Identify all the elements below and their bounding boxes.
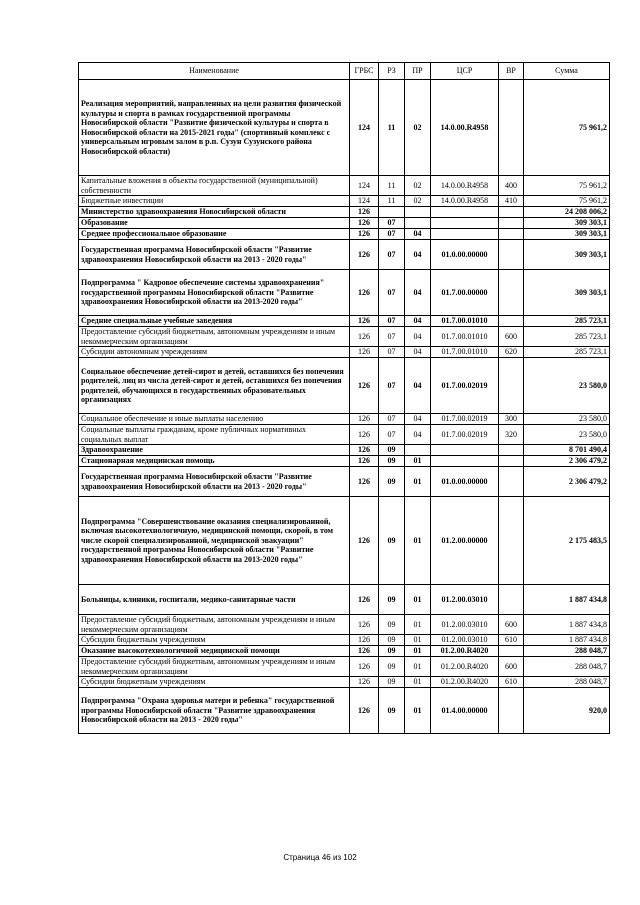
cell-rz: 09 — [379, 497, 405, 585]
cell-vr — [499, 316, 524, 327]
cell-csr: 01.7.00.01010 — [431, 316, 499, 327]
cell-rz: 09 — [379, 635, 405, 646]
cell-rz: 09 — [379, 456, 405, 467]
cell-grbs: 126 — [350, 347, 379, 358]
table-row — [79, 229, 610, 240]
table-row — [79, 240, 610, 270]
header-grbs: ГРБС — [350, 63, 379, 80]
document-page — [78, 62, 609, 734]
table-row — [79, 635, 610, 646]
page-footer: Страница 46 из 102 — [283, 853, 357, 862]
cell-vr: 620 — [499, 347, 524, 358]
cell-pr: 01 — [405, 657, 431, 677]
cell-csr: 01.7.00.02019 — [431, 414, 499, 425]
cell-name: Министерство здравоохранения Новосибирской области — [79, 207, 350, 218]
cell-rz — [379, 207, 405, 218]
cell-csr: 14.0.00.R4958 — [431, 196, 499, 207]
cell-grbs: 126 — [350, 467, 379, 497]
cell-vr: 300 — [499, 414, 524, 425]
table-row — [79, 456, 610, 467]
cell-pr: 04 — [405, 229, 431, 240]
cell-grbs: 126 — [350, 657, 379, 677]
cell-pr: 01 — [405, 467, 431, 497]
cell-sum: 75 961,2 — [524, 80, 610, 176]
cell-name: Подпрограмма "Совершенствование оказания специализированной, включая высокотехнологичную, медицинской помощи, скорой, в том числе скорой специализированной, медицинской эвакуации" государственной программы Новосибирской области "Развитие здравоохранения Новосибирской области на 2013-2020 годы" — [79, 497, 350, 585]
cell-name: Подпрограмма "Охрана здоровья матери и ребенка" государственной программы Новосибирской области "Развитие здравоохранения Новосибирской области на 2013 - 2020 годы" — [79, 688, 350, 734]
table-row — [79, 316, 610, 327]
table-row — [79, 615, 610, 635]
cell-csr: 01.7.00.01010 — [431, 347, 499, 358]
cell-name: Образование — [79, 218, 350, 229]
table-row — [79, 677, 610, 688]
cell-vr — [499, 270, 524, 316]
cell-name: Здравоохранение — [79, 445, 350, 456]
cell-rz: 11 — [379, 176, 405, 196]
cell-vr — [499, 467, 524, 497]
cell-sum: 285 723,1 — [524, 347, 610, 358]
cell-pr: 04 — [405, 327, 431, 347]
cell-rz: 09 — [379, 445, 405, 456]
header-rz: РЗ — [379, 63, 405, 80]
cell-rz: 09 — [379, 657, 405, 677]
header-csr: ЦСР — [431, 63, 499, 80]
cell-name: Субсидии автономным учреждениям — [79, 347, 350, 358]
cell-grbs: 126 — [350, 425, 379, 445]
cell-grbs: 124 — [350, 176, 379, 196]
cell-pr: 01 — [405, 615, 431, 635]
cell-sum: 24 208 006,2 — [524, 207, 610, 218]
table-row — [79, 467, 610, 497]
cell-sum: 1 887 434,8 — [524, 585, 610, 615]
cell-rz: 07 — [379, 240, 405, 270]
header-pr: ПР — [405, 63, 431, 80]
cell-pr: 01 — [405, 688, 431, 734]
cell-name: Стационарная медицинская помощь — [79, 456, 350, 467]
cell-grbs: 126 — [350, 688, 379, 734]
cell-sum: 2 306 479,2 — [524, 456, 610, 467]
cell-grbs: 124 — [350, 196, 379, 207]
cell-csr: 01.2.00.R4020 — [431, 677, 499, 688]
cell-name: Капитальные вложения в объекты государственной (муниципальной) собственности — [79, 176, 350, 196]
cell-vr — [499, 358, 524, 414]
table-row — [79, 445, 610, 456]
cell-rz: 07 — [379, 347, 405, 358]
table-row — [79, 196, 610, 207]
cell-rz: 09 — [379, 467, 405, 497]
cell-vr: 610 — [499, 635, 524, 646]
cell-vr — [499, 585, 524, 615]
cell-sum: 309 303,1 — [524, 218, 610, 229]
cell-vr — [499, 445, 524, 456]
cell-rz: 07 — [379, 229, 405, 240]
cell-csr: 01.2.00.00000 — [431, 497, 499, 585]
cell-pr: 02 — [405, 80, 431, 176]
cell-name: Предоставление субсидий бюджетным, автономным учреждениям и иным некоммерческим организациям — [79, 327, 350, 347]
cell-csr: 01.2.00.03010 — [431, 585, 499, 615]
cell-csr — [431, 445, 499, 456]
cell-csr: 01.2.00.03010 — [431, 615, 499, 635]
cell-name: Социальное обеспечение и иные выплаты населению — [79, 414, 350, 425]
table-row — [79, 207, 610, 218]
cell-sum: 8 701 490,4 — [524, 445, 610, 456]
cell-sum: 1 887 434,8 — [524, 615, 610, 635]
cell-grbs: 126 — [350, 218, 379, 229]
cell-grbs: 126 — [350, 358, 379, 414]
cell-rz: 07 — [379, 358, 405, 414]
cell-name: Оказание высокотехнологичной медицинской помощи — [79, 646, 350, 657]
cell-sum: 75 961,2 — [524, 176, 610, 196]
cell-grbs: 126 — [350, 585, 379, 615]
cell-rz: 09 — [379, 646, 405, 657]
cell-csr — [431, 456, 499, 467]
cell-vr: 610 — [499, 677, 524, 688]
cell-pr: 01 — [405, 646, 431, 657]
cell-sum: 23 580,0 — [524, 358, 610, 414]
cell-csr: 01.7.00.01010 — [431, 327, 499, 347]
header-name: Наименование — [79, 63, 350, 80]
cell-name: Средние специальные учебные заведения — [79, 316, 350, 327]
cell-pr: 01 — [405, 456, 431, 467]
cell-name: Предоставление субсидий бюджетным, автономным учреждениям и иным некоммерческим организациям — [79, 657, 350, 677]
cell-vr — [499, 218, 524, 229]
cell-rz: 11 — [379, 80, 405, 176]
cell-pr — [405, 445, 431, 456]
cell-name: Социальное обеспечение детей-сирот и детей, оставшихся без попечения родителей, лиц из числа детей-сирот и детей, оставшихся без попечения родителей, обучающихся в государственных образовательных организациях — [79, 358, 350, 414]
table-header-row — [79, 63, 610, 80]
cell-name: Реализация мероприятий, направленных на цели развития физической культуры и спорта в рамках государственной программы Новосибирской области "Развитие физической культуры и спорта в Новосибирской области на 2015-2021 годы" (спортивный комплекс с универсальным игровым залом в р.п. Сузун Сузунского района Новосибирской области) — [79, 80, 350, 176]
table-row — [79, 497, 610, 585]
cell-grbs: 126 — [350, 327, 379, 347]
cell-rz: 09 — [379, 615, 405, 635]
cell-csr: 14.0.00.R4958 — [431, 176, 499, 196]
cell-pr — [405, 207, 431, 218]
cell-vr — [499, 646, 524, 657]
cell-name: Бюджетные инвестиции — [79, 196, 350, 207]
cell-rz: 09 — [379, 585, 405, 615]
cell-csr — [431, 218, 499, 229]
cell-pr: 01 — [405, 497, 431, 585]
table-row — [79, 585, 610, 615]
cell-grbs: 126 — [350, 229, 379, 240]
cell-vr — [499, 456, 524, 467]
cell-name: Социальные выплаты гражданам, кроме публичных нормативных социальных выплат — [79, 425, 350, 445]
cell-rz: 11 — [379, 196, 405, 207]
cell-grbs: 126 — [350, 316, 379, 327]
cell-grbs: 124 — [350, 80, 379, 176]
cell-rz: 07 — [379, 316, 405, 327]
cell-csr — [431, 229, 499, 240]
header-sum: Сумма — [524, 63, 610, 80]
cell-sum: 288 048,7 — [524, 657, 610, 677]
cell-name: Предоставление субсидий бюджетным, автономным учреждениям и иным некоммерческим организациям — [79, 615, 350, 635]
cell-csr: 01.2.00.03010 — [431, 635, 499, 646]
cell-rz: 07 — [379, 327, 405, 347]
cell-sum: 288 048,7 — [524, 646, 610, 657]
cell-grbs: 126 — [350, 677, 379, 688]
cell-vr — [499, 80, 524, 176]
budget-table — [78, 62, 610, 734]
cell-grbs: 126 — [350, 270, 379, 316]
table-row — [79, 425, 610, 445]
cell-vr: 600 — [499, 615, 524, 635]
cell-grbs: 126 — [350, 497, 379, 585]
cell-grbs: 126 — [350, 414, 379, 425]
cell-csr: 01.7.00.02019 — [431, 358, 499, 414]
cell-rz: 07 — [379, 425, 405, 445]
table-row — [79, 657, 610, 677]
cell-sum: 1 887 434,8 — [524, 635, 610, 646]
cell-sum: 23 580,0 — [524, 414, 610, 425]
cell-pr: 04 — [405, 414, 431, 425]
cell-sum: 285 723,1 — [524, 316, 610, 327]
cell-pr: 04 — [405, 270, 431, 316]
cell-sum: 288 048,7 — [524, 677, 610, 688]
table-row — [79, 176, 610, 196]
cell-name: Подпрограмма " Кадровое обеспечение системы здравоохранения" государственной программы Новосибирской области "Развитие здравоохранения Новосибирской области на 2013-2020 годы" — [79, 270, 350, 316]
cell-grbs: 126 — [350, 646, 379, 657]
cell-rz: 09 — [379, 677, 405, 688]
cell-grbs: 126 — [350, 615, 379, 635]
cell-vr: 600 — [499, 327, 524, 347]
table-row — [79, 218, 610, 229]
cell-pr: 04 — [405, 425, 431, 445]
cell-vr — [499, 229, 524, 240]
cell-name: Больницы, клиники, госпитали, медико-санитарные части — [79, 585, 350, 615]
cell-vr — [499, 497, 524, 585]
cell-csr: 01.2.00.R4020 — [431, 646, 499, 657]
cell-csr: 14.0.00.R4958 — [431, 80, 499, 176]
cell-vr — [499, 688, 524, 734]
cell-csr: 01.0.00.00000 — [431, 240, 499, 270]
cell-sum: 75 961,2 — [524, 196, 610, 207]
cell-vr: 410 — [499, 196, 524, 207]
cell-csr: 01.7.00.00000 — [431, 270, 499, 316]
cell-rz: 07 — [379, 218, 405, 229]
cell-vr: 600 — [499, 657, 524, 677]
cell-csr: 01.4.00.00000 — [431, 688, 499, 734]
cell-pr — [405, 218, 431, 229]
cell-vr: 400 — [499, 176, 524, 196]
table-row — [79, 327, 610, 347]
cell-pr: 02 — [405, 176, 431, 196]
cell-grbs: 126 — [350, 240, 379, 270]
header-vr: ВР — [499, 63, 524, 80]
cell-pr: 04 — [405, 347, 431, 358]
cell-vr — [499, 240, 524, 270]
cell-sum: 309 303,1 — [524, 240, 610, 270]
cell-pr: 04 — [405, 358, 431, 414]
cell-name: Субсидии бюджетным учреждениям — [79, 635, 350, 646]
cell-name: Государственная программа Новосибирской области "Развитие здравоохранения Новосибирской области на 2013 - 2020 годы" — [79, 240, 350, 270]
cell-rz: 07 — [379, 270, 405, 316]
cell-sum: 2 306 479,2 — [524, 467, 610, 497]
cell-name: Среднее профессиональное образование — [79, 229, 350, 240]
cell-sum: 285 723,1 — [524, 327, 610, 347]
cell-sum: 920,0 — [524, 688, 610, 734]
cell-pr: 01 — [405, 585, 431, 615]
cell-grbs: 126 — [350, 207, 379, 218]
cell-vr — [499, 207, 524, 218]
table-row — [79, 358, 610, 414]
cell-csr: 01.0.00.00000 — [431, 467, 499, 497]
cell-csr — [431, 207, 499, 218]
table-row — [79, 414, 610, 425]
table-row — [79, 80, 610, 176]
cell-rz: 07 — [379, 414, 405, 425]
cell-pr: 04 — [405, 240, 431, 270]
cell-pr: 04 — [405, 316, 431, 327]
cell-csr: 01.2.00.R4020 — [431, 657, 499, 677]
cell-sum: 2 175 483,5 — [524, 497, 610, 585]
table-row — [79, 270, 610, 316]
cell-pr: 01 — [405, 635, 431, 646]
cell-grbs: 126 — [350, 445, 379, 456]
table-row — [79, 688, 610, 734]
cell-rz: 09 — [379, 688, 405, 734]
cell-csr: 01.7.00.02019 — [431, 425, 499, 445]
cell-pr: 02 — [405, 196, 431, 207]
cell-vr: 320 — [499, 425, 524, 445]
cell-name: Субсидии бюджетным учреждениям — [79, 677, 350, 688]
cell-sum: 23 580,0 — [524, 425, 610, 445]
table-row — [79, 347, 610, 358]
cell-pr: 01 — [405, 677, 431, 688]
table-row — [79, 646, 610, 657]
cell-grbs: 126 — [350, 635, 379, 646]
cell-name: Государственная программа Новосибирской области "Развитие здравоохранения Новосибирской области на 2013 - 2020 годы" — [79, 467, 350, 497]
cell-sum: 309 303,1 — [524, 270, 610, 316]
cell-sum: 309 303,1 — [524, 229, 610, 240]
cell-grbs: 126 — [350, 456, 379, 467]
